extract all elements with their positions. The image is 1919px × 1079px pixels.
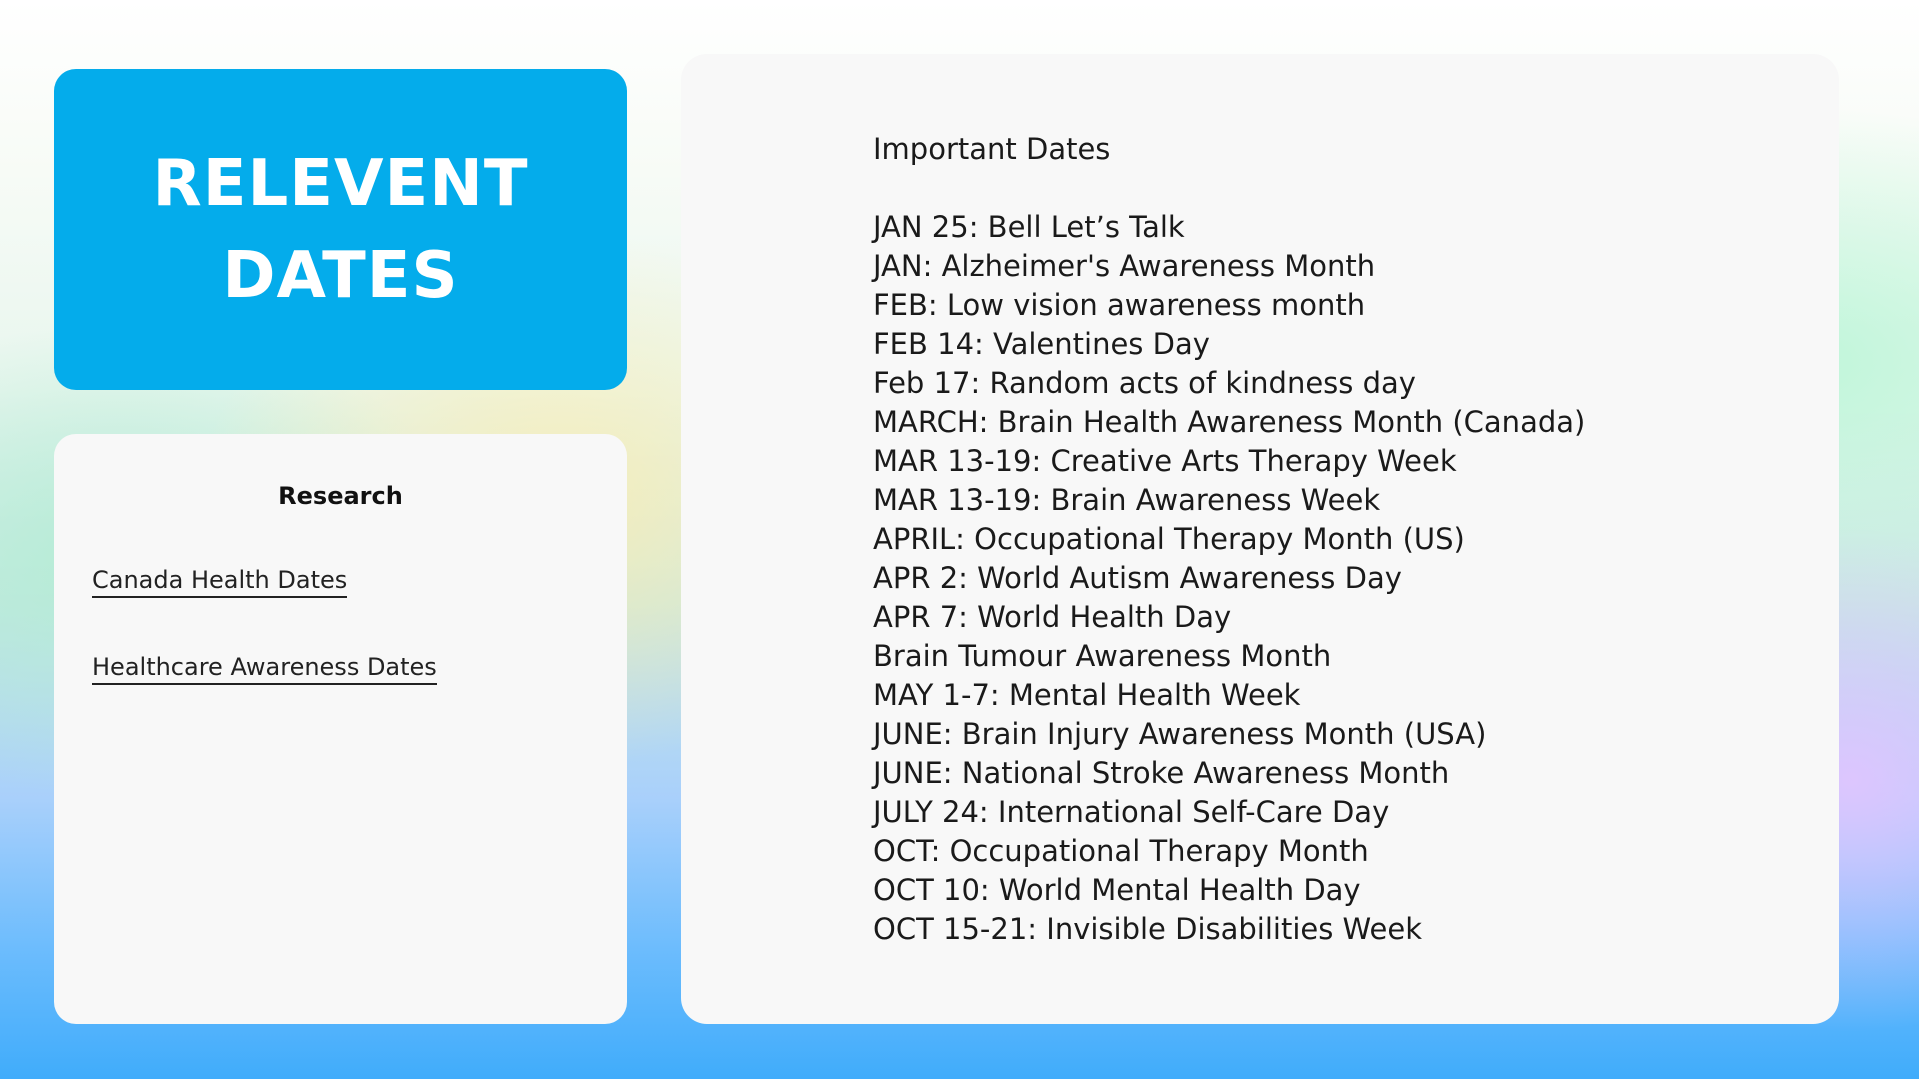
date-item: APR 2: World Autism Awareness Day [873, 561, 1402, 595]
canada-health-dates-link[interactable]: Canada Health Dates [92, 566, 347, 598]
research-panel [54, 434, 627, 1024]
date-item: Brain Tumour Awareness Month [873, 639, 1332, 673]
date-item: APR 7: World Health Day [873, 600, 1232, 634]
date-item: MAY 1-7: Mental Health Week [873, 678, 1301, 712]
date-item: JAN: Alzheimer's Awareness Month [873, 249, 1376, 283]
page-title-line-1: RELEVENT [152, 146, 529, 221]
page-title-line-2: DATES [222, 238, 459, 313]
healthcare-awareness-dates-link[interactable]: Healthcare Awareness Dates [92, 653, 437, 685]
date-item: APRIL: Occupational Therapy Month (US) [873, 522, 1465, 556]
date-item: OCT 10: World Mental Health Day [873, 873, 1361, 907]
important-dates-heading: Important Dates [873, 132, 1111, 166]
date-item: MAR 13-19: Brain Awareness Week [873, 483, 1381, 517]
date-item: FEB 14: Valentines Day [873, 327, 1210, 361]
title-card [54, 69, 627, 390]
date-item: JULY 24: International Self-Care Day [873, 795, 1390, 829]
important-dates-list [873, 208, 1585, 949]
date-item: FEB: Low vision awareness month [873, 288, 1366, 322]
date-item: JUNE: National Stroke Awareness Month [873, 756, 1450, 790]
date-item: OCT: Occupational Therapy Month [873, 834, 1369, 868]
important-dates-panel [681, 54, 1839, 1024]
date-item: MARCH: Brain Health Awareness Month (Canada) [873, 405, 1586, 439]
date-item: OCT 15-21: Invisible Disabilities Week [873, 912, 1423, 946]
date-item: JAN 25: Bell Let’s Talk [873, 210, 1185, 244]
date-item: Feb 17: Random acts of kindness day [873, 366, 1416, 400]
date-item: JUNE: Brain Injury Awareness Month (USA) [873, 717, 1487, 751]
date-item: MAR 13-19: Creative Arts Therapy Week [873, 444, 1457, 478]
page-title [153, 138, 529, 322]
research-heading: Research [278, 482, 403, 510]
